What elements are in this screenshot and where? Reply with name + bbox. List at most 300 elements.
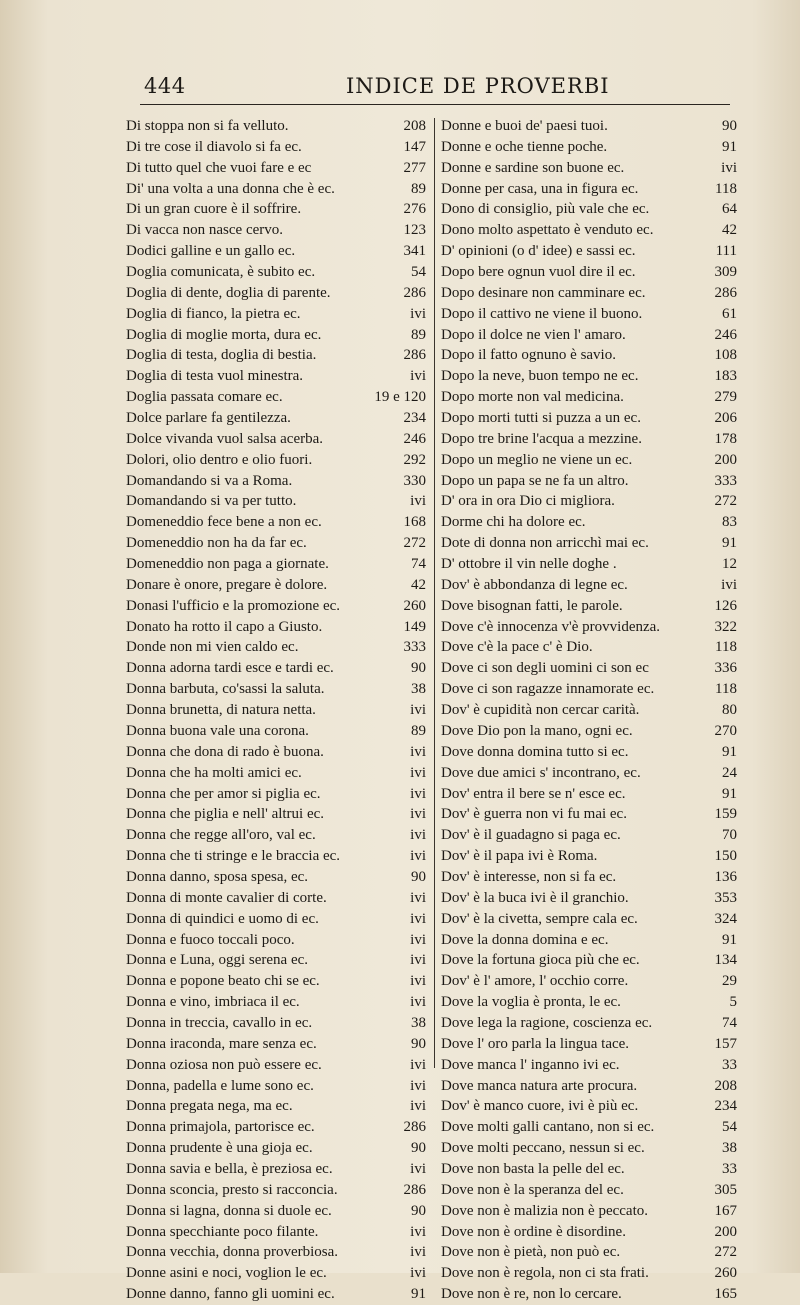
proverb-text: Dove non è regola, non ci sta frati. xyxy=(441,1265,649,1282)
proverb-text: Dov' è il papa ivi è Roma. xyxy=(441,848,598,865)
proverb-text: Dopo la neve, buon tempo ne ec. xyxy=(441,368,639,385)
page-ref: 353 xyxy=(714,889,737,906)
proverb-text: Donne asini e noci, voglion le ec. xyxy=(126,1265,327,1282)
index-entry xyxy=(126,179,426,200)
proverb-text: D' ottobre il vin nelle doghe . xyxy=(441,556,617,573)
index-entry xyxy=(126,888,426,909)
proverb-text: Doglia di moglie morta, dura ec. xyxy=(126,326,322,343)
index-entry xyxy=(441,888,737,909)
page-ref: 322 xyxy=(714,618,737,635)
page-ref: ivi xyxy=(410,1265,426,1282)
proverb-text: Dove non è ordine è disordine. xyxy=(441,1223,626,1240)
index-entry xyxy=(441,742,737,763)
index-entry xyxy=(441,491,737,512)
page-ref: 200 xyxy=(714,451,737,468)
proverb-text: Di tre cose il diavolo si fa ec. xyxy=(126,138,302,155)
page-ref: 286 xyxy=(403,284,426,301)
index-entry xyxy=(126,262,426,283)
index-entry xyxy=(441,617,737,638)
page-ref: 90 xyxy=(411,868,426,885)
proverb-text: D' opinioni (o d' idee) e sassi ec. xyxy=(441,243,636,260)
page-ref: 167 xyxy=(714,1202,737,1219)
proverb-text: Donna primajola, partorisce ec. xyxy=(126,1119,315,1136)
index-entry xyxy=(441,533,737,554)
index-entry xyxy=(126,1222,426,1243)
index-entry xyxy=(126,1034,426,1055)
proverb-text: Dov' è guerra non vi fu mai ec. xyxy=(441,806,627,823)
page-ref: 286 xyxy=(403,347,426,364)
index-entry xyxy=(441,179,737,200)
index-entry xyxy=(441,700,737,721)
index-entry xyxy=(126,241,426,262)
index-entry xyxy=(441,1159,737,1180)
index-entry xyxy=(441,262,737,283)
proverb-text: Donne danno, fanno gli uomini ec. xyxy=(126,1286,335,1303)
index-entry xyxy=(441,471,737,492)
proverb-text: Donne e sardine son buone ec. xyxy=(441,159,625,176)
proverb-text: Donna si lagna, donna si duole ec. xyxy=(126,1202,332,1219)
proverb-text: Dopo un papa se ne fa un altro. xyxy=(441,472,629,489)
proverb-text: Dove non è re, non lo cercare. xyxy=(441,1286,622,1303)
index-entry xyxy=(441,199,737,220)
index-entry xyxy=(441,366,737,387)
page-ref: 91 xyxy=(722,138,737,155)
proverb-text: Dopo morte non val medicina. xyxy=(441,389,624,406)
proverb-text: Dopo bere ognun vuol dire il ec. xyxy=(441,264,636,281)
index-entry xyxy=(126,512,426,533)
page-ref: 126 xyxy=(714,597,737,614)
proverb-text: Dove due amici s' incontrano, ec. xyxy=(441,764,641,781)
page-ref: ivi xyxy=(410,1077,426,1094)
page-ref: 286 xyxy=(403,1181,426,1198)
proverb-text: Domeneddio non ha da far ec. xyxy=(126,535,307,552)
page-ref: ivi xyxy=(410,994,426,1011)
index-entry xyxy=(441,637,737,658)
page-ref: 42 xyxy=(411,576,426,593)
page-ref: 61 xyxy=(722,305,737,322)
page-ref: 33 xyxy=(722,1056,737,1073)
proverb-text: Dove Dio pon la mano, ogni ec. xyxy=(441,722,633,739)
proverb-text: Doglia di testa, doglia di bestia. xyxy=(126,347,317,364)
index-entry xyxy=(441,930,737,951)
proverb-text: Dove non basta la pelle del ec. xyxy=(441,1160,625,1177)
index-entry xyxy=(126,220,426,241)
index-entry xyxy=(126,825,426,846)
page-ref: 70 xyxy=(722,827,737,844)
page-ref: 333 xyxy=(714,472,737,489)
page-ref: ivi xyxy=(410,1160,426,1177)
index-entry xyxy=(126,283,426,304)
proverb-text: Dov' è abbondanza di legne ec. xyxy=(441,576,628,593)
page-ref: 149 xyxy=(403,618,426,635)
proverb-text: Dove donna domina tutto si ec. xyxy=(441,743,629,760)
page-ref: 136 xyxy=(714,868,737,885)
proverb-text: Dorme chi ha dolore ec. xyxy=(441,514,586,531)
page-number: 444 xyxy=(144,74,186,98)
index-entry xyxy=(441,429,737,450)
proverb-text: Dopo il dolce ne vien l' amaro. xyxy=(441,326,626,343)
page-ref: 91 xyxy=(722,743,737,760)
page-ref: 292 xyxy=(403,451,426,468)
proverb-text: Dopo il fatto ognuno è savio. xyxy=(441,347,616,364)
page-ref: 90 xyxy=(722,118,737,134)
proverb-text: Dov' è l' amore, l' occhio corre. xyxy=(441,973,629,990)
page-ref: 279 xyxy=(714,389,737,406)
proverb-text: Dov' è cupidità non cercar carità. xyxy=(441,702,640,719)
column-divider xyxy=(434,118,435,1068)
proverb-text: Dove la voglia è pronta, le ec. xyxy=(441,994,621,1011)
index-entry xyxy=(441,1263,737,1284)
index-entry xyxy=(126,909,426,930)
index-entry xyxy=(441,1096,737,1117)
proverb-text: Dopo morti tutti si puzza a un ec. xyxy=(441,410,641,427)
proverb-text: Donna oziosa non può essere ec. xyxy=(126,1056,322,1073)
proverb-text: Dov' è la civetta, sempre cala ec. xyxy=(441,910,638,927)
proverb-text: Donato ha rotto il capo a Giusto. xyxy=(126,618,323,635)
proverb-text: Dopo un meglio ne viene un ec. xyxy=(441,451,633,468)
index-entry xyxy=(126,1201,426,1222)
index-entry xyxy=(441,763,737,784)
index-entry xyxy=(441,804,737,825)
page-ref: 91 xyxy=(722,931,737,948)
index-entry xyxy=(441,784,737,805)
proverb-text: Dove lega la ragione, coscienza ec. xyxy=(441,1014,653,1031)
page-ref: ivi xyxy=(410,1056,426,1073)
proverb-text: Donare è onore, pregare è dolore. xyxy=(126,576,328,593)
index-entry xyxy=(441,992,737,1013)
page-ref: 118 xyxy=(715,681,737,698)
page-ref: 157 xyxy=(714,1035,737,1052)
page-ref: 246 xyxy=(714,326,737,343)
proverb-text: Donna e fuoco toccali poco. xyxy=(126,931,295,948)
proverb-text: Donna brunetta, di natura netta. xyxy=(126,702,316,719)
index-entry xyxy=(126,763,426,784)
page-ref: 168 xyxy=(403,514,426,531)
proverb-text: Donde non mi vien caldo ec. xyxy=(126,639,299,656)
page-ref: 54 xyxy=(722,1119,737,1136)
index-entry xyxy=(441,220,737,241)
proverb-text: Doglia comunicata, è subito ec. xyxy=(126,264,316,281)
page-ref: ivi xyxy=(410,743,426,760)
page-ref: 89 xyxy=(411,722,426,739)
page-ref: 309 xyxy=(714,264,737,281)
index-entry xyxy=(441,158,737,179)
proverb-text: Donna che ti stringe e le braccia ec. xyxy=(126,848,341,865)
index-entry xyxy=(126,596,426,617)
page-ref: 118 xyxy=(715,639,737,656)
index-entry xyxy=(126,366,426,387)
left-column xyxy=(126,116,426,1305)
proverb-text: Dove ci son ragazze innamorate ec. xyxy=(441,681,655,698)
proverb-text: Dono molto aspettato è venduto ec. xyxy=(441,222,654,239)
index-entry xyxy=(126,304,426,325)
index-entry xyxy=(126,137,426,158)
proverb-text: Dopo desinare non camminare ec. xyxy=(441,284,646,301)
page-ref: ivi xyxy=(410,305,426,322)
proverb-text: Domandando si va per tutto. xyxy=(126,493,297,510)
proverb-text: Donna, padella e lume sono ec. xyxy=(126,1077,314,1094)
page-ref: 91 xyxy=(411,1286,426,1303)
index-entry xyxy=(126,533,426,554)
index-entry xyxy=(441,679,737,700)
index-entry xyxy=(126,992,426,1013)
index-entry xyxy=(441,283,737,304)
index-entry xyxy=(441,1284,737,1305)
proverb-text: Doglia passata comare ec. xyxy=(126,389,283,406)
page-ref: 74 xyxy=(411,556,426,573)
proverb-text: Dove la donna domina e ec. xyxy=(441,931,609,948)
index-entry xyxy=(441,721,737,742)
right-column xyxy=(441,116,737,1305)
proverb-text: Donna che dona di rado è buona. xyxy=(126,743,324,760)
index-entry xyxy=(126,1076,426,1097)
page-ref: 277 xyxy=(403,159,426,176)
page-ref: ivi xyxy=(410,1223,426,1240)
page-ref: ivi xyxy=(410,889,426,906)
proverb-text: Dove ci son degli uomini ci son ec xyxy=(441,660,649,677)
page-ref: 118 xyxy=(715,180,737,197)
index-entry xyxy=(441,325,737,346)
page-ref: ivi xyxy=(410,827,426,844)
index-entry xyxy=(126,158,426,179)
page-ref: 108 xyxy=(714,347,737,364)
proverb-text: Dove manca l' inganno ivi ec. xyxy=(441,1056,620,1073)
proverb-text: Donna vecchia, donna proverbiosa. xyxy=(126,1244,339,1261)
page-ref: 200 xyxy=(714,1223,737,1240)
index-entry xyxy=(441,1076,737,1097)
page-ref: ivi xyxy=(410,952,426,969)
proverb-text: Donna in treccia, cavallo in ec. xyxy=(126,1014,313,1031)
index-entry xyxy=(126,679,426,700)
proverb-text: Dolori, olio dentro e olio fuori. xyxy=(126,451,313,468)
proverb-text: Dove la fortuna gioca più che ec. xyxy=(441,952,640,969)
index-entry xyxy=(441,1222,737,1243)
proverb-text: Donna adorna tardi esce e tardi ec. xyxy=(126,660,334,677)
proverb-text: Dove c'è la pace c' è Dio. xyxy=(441,639,593,656)
index-entry xyxy=(441,387,737,408)
proverb-text: Donna che piglia e nell' altrui ec. xyxy=(126,806,325,823)
page-ref: 183 xyxy=(714,368,737,385)
index-entry xyxy=(441,950,737,971)
page-ref: ivi xyxy=(410,806,426,823)
index-entry xyxy=(126,617,426,638)
index-entry xyxy=(126,1096,426,1117)
index-entry xyxy=(126,1180,426,1201)
index-entry xyxy=(441,304,737,325)
index-entry xyxy=(441,450,737,471)
proverb-text: Domandando si va a Roma. xyxy=(126,472,293,489)
proverb-text: Dolce vivanda vuol salsa acerba. xyxy=(126,430,323,447)
proverb-text: Donna che ha molti amici ec. xyxy=(126,764,302,781)
page-header xyxy=(140,74,730,104)
page-ref: 206 xyxy=(714,410,737,427)
index-entry xyxy=(126,1138,426,1159)
index-entry xyxy=(441,116,737,137)
page-ref: 270 xyxy=(714,722,737,739)
proverb-text: Donna specchiante poco filante. xyxy=(126,1223,319,1240)
page-ref: 246 xyxy=(403,430,426,447)
proverb-text: Dove bisognan fatti, le parole. xyxy=(441,597,623,614)
page-ref: 165 xyxy=(714,1286,737,1303)
proverb-text: D' ora in ora Dio ci migliora. xyxy=(441,493,615,510)
page-ref: ivi xyxy=(410,848,426,865)
page-ref: ivi xyxy=(721,576,737,593)
index-entry xyxy=(441,1055,737,1076)
page-ref: 150 xyxy=(714,848,737,865)
index-entry xyxy=(126,1284,426,1305)
proverb-text: Dopo tre brine l'acqua a mezzine. xyxy=(441,430,642,447)
page-ref: 324 xyxy=(714,910,737,927)
proverb-text: Di vacca non nasce cervo. xyxy=(126,222,284,239)
page-ref: 272 xyxy=(714,1244,737,1261)
proverb-text: Domeneddio non paga a giornate. xyxy=(126,556,329,573)
index-entry xyxy=(126,930,426,951)
proverb-text: Donne e buoi de' paesi tuoi. xyxy=(441,118,608,134)
index-entry xyxy=(126,387,426,408)
proverb-text: Dove non è pietà, non può ec. xyxy=(441,1244,621,1261)
proverb-text: Dodici galline e un gallo ec. xyxy=(126,243,296,260)
proverb-text: Donna e popone beato chi se ec. xyxy=(126,973,320,990)
index-entry xyxy=(126,450,426,471)
page-ref: ivi xyxy=(410,785,426,802)
page-ref: 19 e 120 xyxy=(374,389,426,406)
index-entry xyxy=(441,408,737,429)
page-ref: 89 xyxy=(411,180,426,197)
page-ref: 147 xyxy=(403,138,426,155)
index-entry xyxy=(126,1055,426,1076)
index-entry xyxy=(126,491,426,512)
page-ref: 305 xyxy=(714,1181,737,1198)
index-entry xyxy=(441,1242,737,1263)
page-ref: 134 xyxy=(714,952,737,969)
page-ref: 33 xyxy=(722,1160,737,1177)
index-entry xyxy=(126,658,426,679)
page-ref: 90 xyxy=(411,1202,426,1219)
proverb-text: Donna pregata nega, ma ec. xyxy=(126,1098,293,1115)
index-entry xyxy=(126,116,426,137)
page-ref: ivi xyxy=(410,368,426,385)
index-entry xyxy=(126,1263,426,1284)
page-ref: 29 xyxy=(722,973,737,990)
proverb-text: Dove c'è innocenza v'è provvidenza. xyxy=(441,618,661,635)
page-ref: ivi xyxy=(410,1098,426,1115)
page-ref: 74 xyxy=(722,1014,737,1031)
index-entry xyxy=(441,846,737,867)
index-entry xyxy=(126,554,426,575)
page-ref: 38 xyxy=(722,1140,737,1157)
proverb-text: Donna e vino, imbriaca il ec. xyxy=(126,994,300,1011)
proverb-text: Donne per casa, una in figura ec. xyxy=(441,180,639,197)
page-ref: 38 xyxy=(411,1014,426,1031)
proverb-text: Domeneddio fece bene a non ec. xyxy=(126,514,322,531)
page-ref: 159 xyxy=(714,806,737,823)
page-ref: 111 xyxy=(715,243,737,260)
index-entry xyxy=(441,241,737,262)
index-entry xyxy=(126,1117,426,1138)
index-entry xyxy=(441,971,737,992)
proverb-text: Dov' è interesse, non si fa ec. xyxy=(441,868,617,885)
index-entry xyxy=(126,1242,426,1263)
page-ref: 90 xyxy=(411,660,426,677)
index-entry xyxy=(126,1159,426,1180)
proverb-text: Dolce parlare fa gentilezza. xyxy=(126,410,291,427)
proverb-text: Donna prudente è una gioja ec. xyxy=(126,1140,313,1157)
index-entry xyxy=(126,1013,426,1034)
page-ref: 208 xyxy=(403,118,426,134)
index-entry xyxy=(126,804,426,825)
proverb-text: Donna iraconda, mare senza ec. xyxy=(126,1035,317,1052)
page-ref: 272 xyxy=(403,535,426,552)
proverb-text: Di' una volta a una donna che è ec. xyxy=(126,180,335,197)
index-entry xyxy=(126,575,426,596)
index-entry xyxy=(126,345,426,366)
page-ref: 38 xyxy=(411,681,426,698)
proverb-text: Donna barbuta, co'sassi la saluta. xyxy=(126,681,325,698)
page-ref: 42 xyxy=(722,222,737,239)
proverb-text: Dove non è malizia non è peccato. xyxy=(441,1202,648,1219)
index-entry xyxy=(126,429,426,450)
page-ref: 336 xyxy=(714,660,737,677)
page-ref: 90 xyxy=(411,1035,426,1052)
proverb-text: Dov' entra il bere se n' esce ec. xyxy=(441,785,626,802)
page-ref: ivi xyxy=(410,1244,426,1261)
proverb-text: Donna danno, sposa spesa, ec. xyxy=(126,868,309,885)
proverb-text: Dove manca natura arte procura. xyxy=(441,1077,638,1094)
page-ref: 91 xyxy=(722,785,737,802)
proverb-text: Donna di monte cavalier di corte. xyxy=(126,889,327,906)
index-entry xyxy=(126,950,426,971)
proverb-text: Donna e Luna, oggi serena ec. xyxy=(126,952,309,969)
page-ref: 80 xyxy=(722,702,737,719)
index-entry xyxy=(126,700,426,721)
proverb-text: Dov' è la buca ivi è il granchio. xyxy=(441,889,629,906)
header-rule xyxy=(140,104,730,105)
page-ref: 24 xyxy=(722,764,737,781)
page-ref: ivi xyxy=(721,159,737,176)
page-ref: ivi xyxy=(410,493,426,510)
proverb-text: Donna che per amor si piglia ec. xyxy=(126,785,321,802)
proverb-text: Dov' è manco cuore, ivi è più ec. xyxy=(441,1098,639,1115)
page-ref: 91 xyxy=(722,535,737,552)
page-ref: 286 xyxy=(714,284,737,301)
proverb-text: Di tutto quel che vuoi fare e ec xyxy=(126,159,312,176)
page-ref: 5 xyxy=(729,994,737,1011)
page-ref: ivi xyxy=(410,764,426,781)
page-ref: ivi xyxy=(410,702,426,719)
index-entry xyxy=(126,408,426,429)
index-entry xyxy=(126,637,426,658)
proverb-text: Dono di consiglio, più vale che ec. xyxy=(441,201,650,218)
proverb-text: Donna buona vale una corona. xyxy=(126,722,309,739)
index-entry xyxy=(441,575,737,596)
proverb-text: Dopo il cattivo ne viene il buono. xyxy=(441,305,643,322)
page-ref: 89 xyxy=(411,326,426,343)
page-ref: 54 xyxy=(411,264,426,281)
proverb-text: Doglia di fianco, la pietra ec. xyxy=(126,305,301,322)
page-ref: 83 xyxy=(722,514,737,531)
page-ref: ivi xyxy=(410,973,426,990)
proverb-text: Di un gran cuore è il soffrire. xyxy=(126,201,302,218)
index-entry xyxy=(441,1201,737,1222)
page-ref: 260 xyxy=(403,597,426,614)
index-entry xyxy=(441,909,737,930)
page-ref: 234 xyxy=(714,1098,737,1115)
index-entry xyxy=(126,971,426,992)
index-entry xyxy=(441,596,737,617)
proverb-text: Donna che regge all'oro, val ec. xyxy=(126,827,316,844)
proverb-text: Dove l' oro parla la lingua tace. xyxy=(441,1035,630,1052)
index-entry xyxy=(126,867,426,888)
